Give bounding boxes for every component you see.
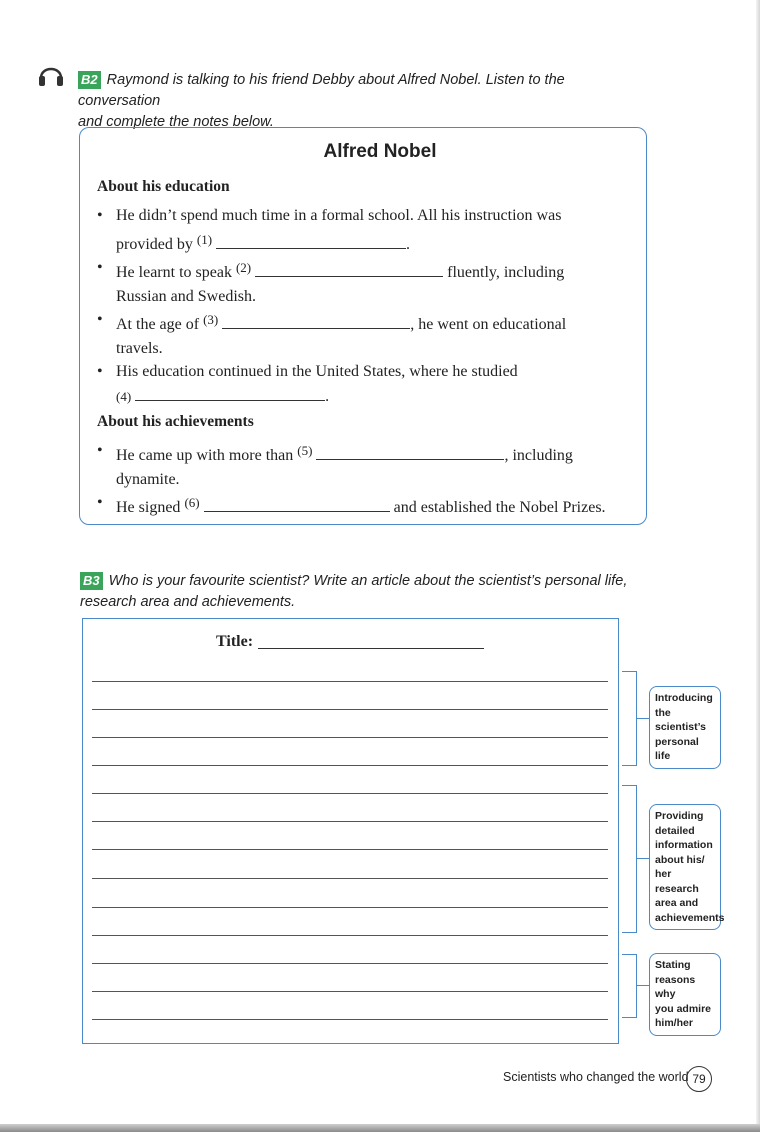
writing-line[interactable] bbox=[92, 963, 608, 964]
bullet-4: • His education continued in the United States, where he studied (4) . bbox=[97, 363, 518, 405]
education-heading: About his education bbox=[97, 178, 230, 195]
answer-blank-3[interactable] bbox=[222, 312, 410, 329]
b2-instruction bbox=[78, 70, 638, 133]
bracket-1 bbox=[622, 671, 637, 766]
writing-line[interactable] bbox=[92, 935, 608, 936]
writing-line[interactable] bbox=[92, 681, 608, 682]
writing-line[interactable] bbox=[92, 878, 608, 879]
writing-line[interactable] bbox=[92, 1019, 608, 1020]
writing-line[interactable] bbox=[92, 737, 608, 738]
side-note-admire: Stating reasons why you admire him/her bbox=[649, 953, 721, 1036]
b3-instruction-line2: research area and achievements. bbox=[80, 594, 296, 610]
title-label: Title: bbox=[216, 633, 254, 650]
writing-line[interactable] bbox=[92, 991, 608, 992]
bracket-stub-2 bbox=[637, 858, 649, 859]
writing-line[interactable] bbox=[92, 907, 608, 908]
b2-tag: B2 bbox=[78, 71, 101, 89]
bracket-2 bbox=[622, 785, 637, 933]
notes-title: Alfred Nobel bbox=[323, 141, 437, 162]
bullet-6: • He signed $^{(6)}$ and established the Nobel Prizes. bbox=[97, 494, 606, 516]
bracket-3 bbox=[622, 954, 637, 1018]
b3-instruction-line1: Who is your favourite scientist? Write an article about the scientist’s personal life, bbox=[108, 573, 628, 589]
page-number: 79 bbox=[686, 1066, 712, 1092]
answer-blank-4[interactable] bbox=[135, 384, 325, 401]
bullet-2: • He learnt to speak $^{(2)}$ fluently, including Russian and Swedish. bbox=[97, 259, 565, 305]
writing-line[interactable] bbox=[92, 765, 608, 766]
bullet-5: • He came up with more than $^{(5)}$ , including dynamite. bbox=[97, 442, 573, 488]
headphones-icon bbox=[36, 60, 66, 90]
b2-instruction-line1: Raymond is talking to his friend Debby about Alfred Nobel. Listen to the conversation bbox=[78, 72, 565, 109]
answer-blank-1[interactable] bbox=[216, 232, 406, 249]
bracket-stub-3 bbox=[637, 985, 649, 986]
writing-line[interactable] bbox=[92, 793, 608, 794]
writing-line[interactable] bbox=[92, 821, 608, 822]
achievements-heading: About his achievements bbox=[97, 413, 254, 430]
answer-blank-2[interactable] bbox=[255, 260, 443, 277]
answer-blank-5[interactable] bbox=[316, 443, 504, 460]
answer-blank-6[interactable] bbox=[204, 495, 390, 512]
b3-tag: B3 bbox=[80, 572, 103, 590]
page-edge-bottom bbox=[0, 1124, 760, 1132]
side-note-personal-life: Introducing the scientist’s personal life bbox=[649, 686, 721, 769]
writing-line[interactable] bbox=[92, 709, 608, 710]
b2-instruction-line2: and complete the notes below. bbox=[78, 114, 274, 130]
title-input-line[interactable] bbox=[258, 648, 484, 649]
bullet-3: • At the age of $^{(3)}$ , he went on educational travels. bbox=[97, 311, 567, 357]
bracket-stub-1 bbox=[637, 718, 649, 719]
writing-line[interactable] bbox=[92, 849, 608, 850]
page-edge-right bbox=[756, 0, 760, 1124]
b3-instruction bbox=[80, 571, 640, 613]
bullet-1: • He didn’t spend much time in a formal school. All his instruction was provided by $^{(1)}$ . bbox=[97, 207, 562, 253]
side-note-research: Providing detailed information about his/ her research area and achievements bbox=[649, 804, 721, 930]
footer-unit-title: Scientists who changed the world bbox=[503, 1070, 689, 1084]
